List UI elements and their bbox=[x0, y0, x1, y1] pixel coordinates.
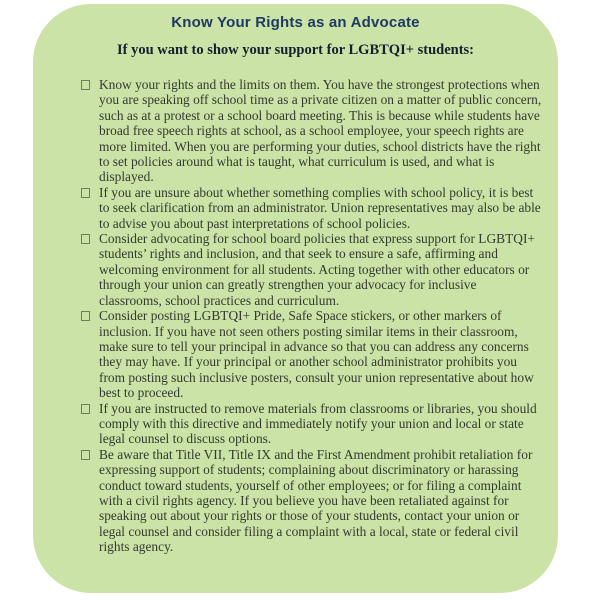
card-title: Know Your Rights as an Advocate bbox=[171, 14, 420, 31]
empty-checkbox-icon bbox=[81, 80, 90, 90]
empty-checkbox-icon bbox=[81, 234, 90, 244]
empty-checkbox-icon bbox=[81, 450, 90, 460]
checklist-item-text: Consider posting LGBTQI+ Pride, Safe Space stickers, or other markers of inclusion. If you have not seen others posting similar items in their classroom, make sure to tell your principal in advance so that you can address any concerns they may have. If your principal or another school administrator prohibits you from posting such inclusive posters, consult your union representative about how best to proceed. bbox=[99, 308, 534, 401]
checklist-item bbox=[80, 308, 542, 400]
empty-checkbox-icon bbox=[81, 404, 90, 414]
checklist-item-text: Know your rights and the limits on them. You have the strongest protections when you are speaking off school time as a private citizen on a matter of public concern, such as at a protest or a school board meeting. This is because while students have broad free speech rights at school, as a school employee, your speech rights are more limited. When you are performing your duties, school districts have the right to set policies around what is taught, what curriculum is used, and what is displayed. bbox=[99, 77, 542, 185]
card-subtitle: If you want to show your support for LGBTQI+ students: bbox=[117, 42, 474, 58]
checklist-item bbox=[80, 77, 542, 185]
checklist-item-text: Be aware that Title VII, Title IX and the First Amendment prohibit retaliation for expressing support of students; complaining about discriminatory or harassing conduct toward students, yourself of other employees; or for filing a complaint with a civil rights agency. If you believe you have been retaliated against for speaking out about your rights or those of your students, contact your union or legal counsel and consider filing a complaint with a local, state or federal civil rights agency. bbox=[99, 446, 533, 555]
checklist-item-text: If you are instructed to remove materials from classrooms or libraries, you should comply with this directive and immediately notify your union and local or state legal counsel to discuss options. bbox=[99, 400, 537, 447]
checklist-item-text: Consider advocating for school board policies that express support for LGBTQI+ students’ rights and inclusion, and that seek to ensure a safe, affirming and welcoming environment for all students. Acting together with other educators or through your union can greatly strengthen your advocacy for inclusive classrooms, school practices and curriculum. bbox=[99, 231, 535, 308]
empty-checkbox-icon bbox=[81, 188, 90, 198]
checklist-item bbox=[80, 231, 542, 308]
checklist bbox=[80, 77, 542, 555]
empty-checkbox-icon bbox=[81, 311, 90, 321]
checklist-item bbox=[80, 185, 542, 231]
checklist-item bbox=[80, 401, 542, 447]
checklist-item bbox=[80, 447, 542, 555]
checklist-item-text: If you are unsure about whether something complies with school policy, it is best to seek clarification from an administrator. Union representatives may also be able to advise you about past interpretations of school policies. bbox=[99, 184, 541, 231]
know-your-rights-card bbox=[33, 4, 558, 593]
